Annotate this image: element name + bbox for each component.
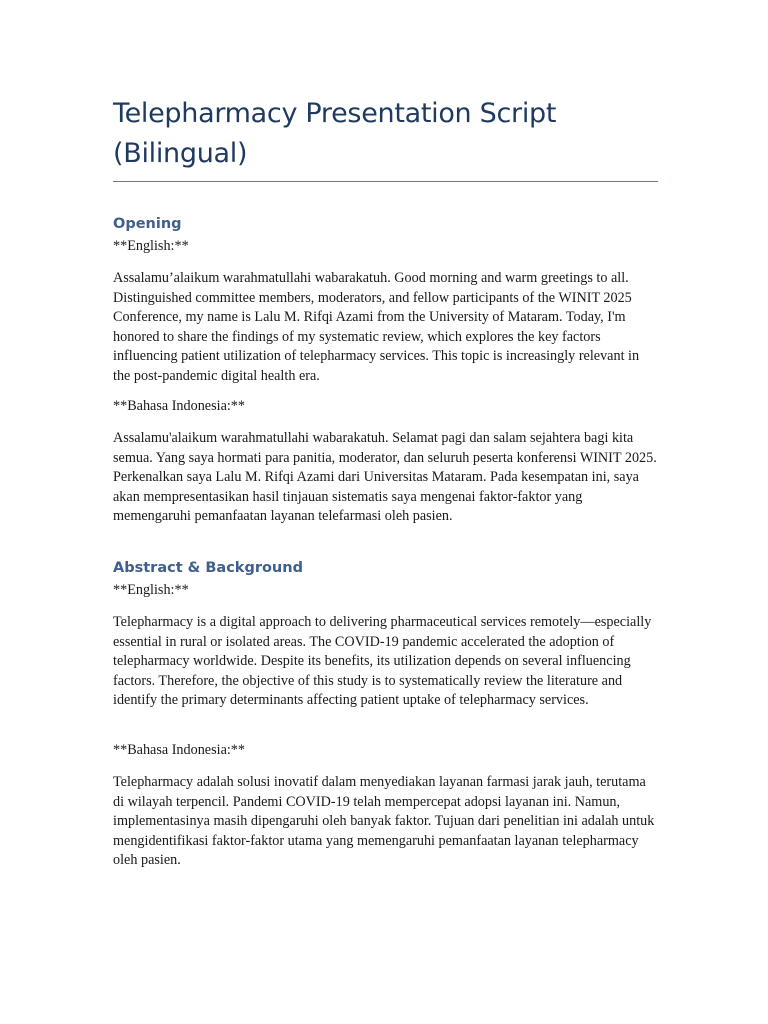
document-title-line-2: (Bilingual) [113, 138, 248, 169]
abstract-english-text: Telepharmacy is a digital approach to delivering pharmaceutical services remotely—especially essential in rural or isolated areas. The COVID-19 pandemic accelerated the adoption of telepharmacy worldwide. Despite its benefits, its utilization depends on several influencing factors. Therefore, the objective of this study is to systematically review the literature and identify the primary determinants affecting patient uptake of telepharmacy services. [113, 614, 652, 709]
abstract-english-label: **English:** [113, 582, 189, 598]
opening-english-text: Assalamu’alaikum warahmatullahi wabarakatuh. Good morning and warm greetings to all. Distinguished committee members, moderators, and fellow participants of the WINIT 2025 Conference, my name is Lalu M. Rifqi Azami from the University of Mataram. Today, I'm honored to share the findings of my systematic review, which explores the key factors influencing patient utilization of telepharmacy services. This topic is increasingly relevant in the post-pandemic digital health era. [113, 270, 640, 384]
opening-indonesian-text: Assalamu'alaikum warahmatullahi wabarakatuh. Selamat pagi dan salam sejahtera bagi kita semua. Yang saya hormati para panitia, moderator, dan seluruh peserta konferensi WINIT 2025. Perkenalkan saya Lalu M. Rifqi Azami dari Universitas Mataram. Pada kesempatan ini, saya akan mempresentasikan hasil tinjauan sistematis saya mengenai faktor-faktor yang memengaruhi pemanfaatan layanan telefarmasi oleh pasien. [113, 430, 657, 525]
section-heading-opening: Opening [113, 216, 182, 232]
opening-indonesian-label: **Bahasa Indonesia:** [113, 398, 245, 414]
section-heading-abstract-background: Abstract & Background [113, 560, 303, 576]
document-title-line-1: Telepharmacy Presentation Script [113, 98, 557, 129]
abstract-indonesian-label: **Bahasa Indonesia:** [113, 742, 245, 758]
document-title [113, 94, 658, 174]
abstract-indonesian-text: Telepharmacy adalah solusi inovatif dalam menyediakan layanan farmasi jarak jauh, terutama di wilayah terpencil. Pandemi COVID-19 telah mempercepat adopsi layanan ini. Namun, implementasinya masih dipengaruhi oleh banyak faktor. Tujuan dari penelitian ini adalah untuk mengidentifikasi faktor-faktor utama yang memengaruhi pemanfaatan layanan telepharmacy oleh pasien. [113, 774, 655, 869]
opening-english-label: **English:** [113, 238, 189, 254]
title-divider [113, 181, 658, 182]
